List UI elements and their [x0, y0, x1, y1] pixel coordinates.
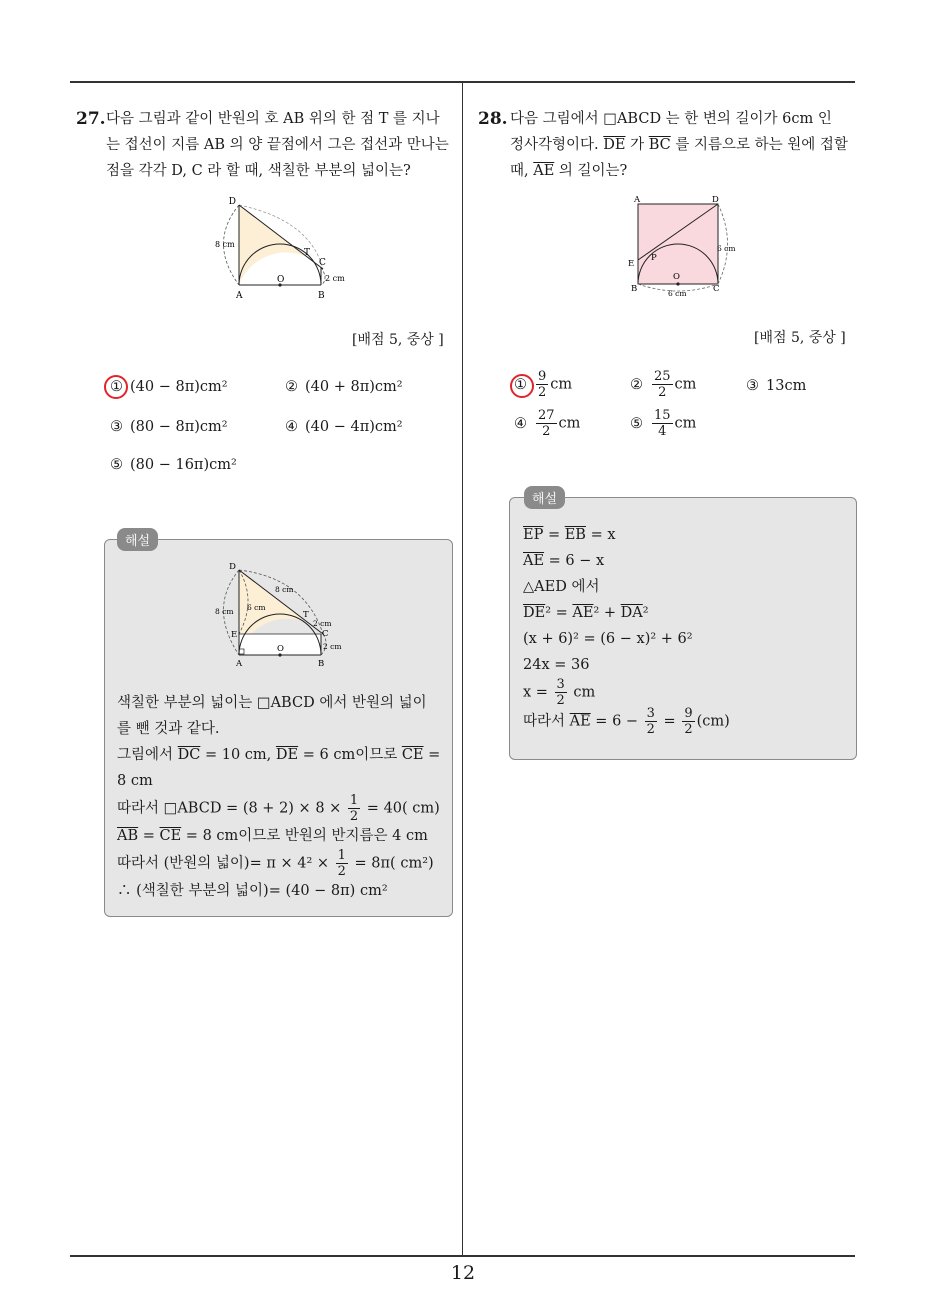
choice-28-4[interactable]: ④ $\frac{27}{2}$ cm: [514, 408, 581, 439]
solution-tag-28: 해설: [524, 486, 565, 509]
label-C: C: [713, 284, 720, 294]
label-2cm-cb: 2 cm: [323, 642, 342, 651]
label-8cm-top: 8 cm: [275, 585, 294, 594]
label-D: D: [228, 197, 236, 207]
solution-figure-27: [205, 560, 355, 670]
label-C: C: [322, 629, 329, 639]
label-8cm: 8 cm: [215, 240, 235, 249]
figure-27: [205, 195, 355, 305]
column-divider: [462, 83, 463, 1255]
label-B: B: [631, 284, 638, 294]
choice-28-3[interactable]: ③ 13cm: [746, 378, 807, 394]
choice-27-3[interactable]: ③ (80 − 8π)cm²: [110, 419, 228, 435]
choice-27-2[interactable]: ② (40 + 8π)cm²: [285, 379, 403, 395]
question-text: 다음 그림에서 □ABCD 는 한 변의 길이가 6cm 인 정사각형이다. $\overline{DE}$ 가 $\overline{BC}$ 를 지름으로 하는 원에 접할 때, $\overline{AE}$ 의 길이는?: [510, 111, 848, 179]
label-A: A: [634, 195, 641, 205]
label-2cm-tc: 2 cm: [313, 619, 332, 628]
bottom-rule: [70, 1255, 855, 1257]
label-A: A: [236, 291, 243, 301]
question-28: [478, 106, 863, 186]
figure-28: [625, 192, 745, 302]
solution-28: $\overline{EP} = \overline{EB} = x$ $\overline{AE} = 6 - x$ △AED 에서 $\overline{DE}^2 = \overline{AE}^2 + \overline{DA}^2$ (x + 6)² = (6 − x)² + 6² 24x = 36 x = $\frac{3}{2}$ cm 따라서 $\overline{AE} = 6$ − $\frac{3}{2}$ = $\frac{9}{2}$ (cm): [523, 527, 730, 737]
question-text: 다음 그림과 같이 반원의 호 AB 위의 한 점 T 를 지나 는 접선이 지름 AB 의 양 끝점에서 그은 접선과 만나는 점을 각각 D, C 라 할 때, 색칠한 부분의 넓이는?: [106, 111, 449, 179]
score-28: [배점 5, 중상 ]: [754, 330, 846, 346]
label-D: D: [229, 562, 236, 572]
choice-28-2[interactable]: ② $\frac{25}{2}$ cm: [630, 369, 697, 400]
label-C: C: [319, 258, 326, 268]
choice-27-5[interactable]: ⑤ (80 − 16π)cm²: [110, 457, 237, 473]
label-B: B: [318, 659, 325, 669]
page-number: 12: [450, 1262, 476, 1284]
label-8cm-left: 8 cm: [215, 607, 234, 616]
question-number: 27.: [76, 109, 106, 129]
question-number: 28.: [478, 109, 508, 129]
label-E: E: [628, 259, 635, 269]
solution-tag-27: 해설: [117, 528, 158, 551]
label-O: O: [277, 275, 285, 285]
label-6cm-right: 6 cm: [717, 244, 736, 253]
score-27: [배점 5, 중상 ]: [352, 332, 444, 348]
label-E: E: [231, 630, 238, 640]
label-6cm-bottom: 6 cm: [668, 289, 687, 298]
label-D: D: [712, 195, 719, 205]
label-O: O: [673, 272, 680, 282]
label-6cm: 6 cm: [247, 603, 266, 612]
label-T: T: [303, 610, 309, 620]
label-A: A: [236, 659, 243, 669]
label-T: T: [304, 248, 311, 258]
solution-27: 색칠한 부분의 넓이는 □ABCD 에서 반원의 넓이 를 뺀 것과 같다. 그림에서 $\overline{DC} = 10$ cm, $\overline{DE} = 6$ cm이므로 $\overline{CE}$ = 8 cm 따라서 □ABCD = (8 + 2) × 8 × $\frac{1}{2}$ = 40( cm) $\overline{AB} = \overline{CE} = 8$ cm이므로 반원의 반지름은 4 cm 따라서 (반원의 넓이)= π × 4² × $\frac{1}{2}$ = 8π( cm²) ∴ (색칠한 부분의 넓이)= (40 − 8π) cm²: [117, 695, 441, 899]
label-P: P: [651, 253, 657, 263]
choice-28-1[interactable]: ① $\frac{9}{2}$ cm: [514, 369, 573, 400]
label-O: O: [277, 644, 284, 654]
label-2cm: 2 cm: [325, 274, 345, 283]
choice-27-4[interactable]: ④ (40 − 4π)cm²: [285, 419, 403, 435]
label-B: B: [318, 291, 325, 301]
choice-27-1[interactable]: ① (40 − 8π)cm²: [110, 379, 228, 395]
choice-28-5[interactable]: ⑤ $\frac{15}{4}$ cm: [630, 408, 697, 439]
question-27: [76, 106, 456, 186]
